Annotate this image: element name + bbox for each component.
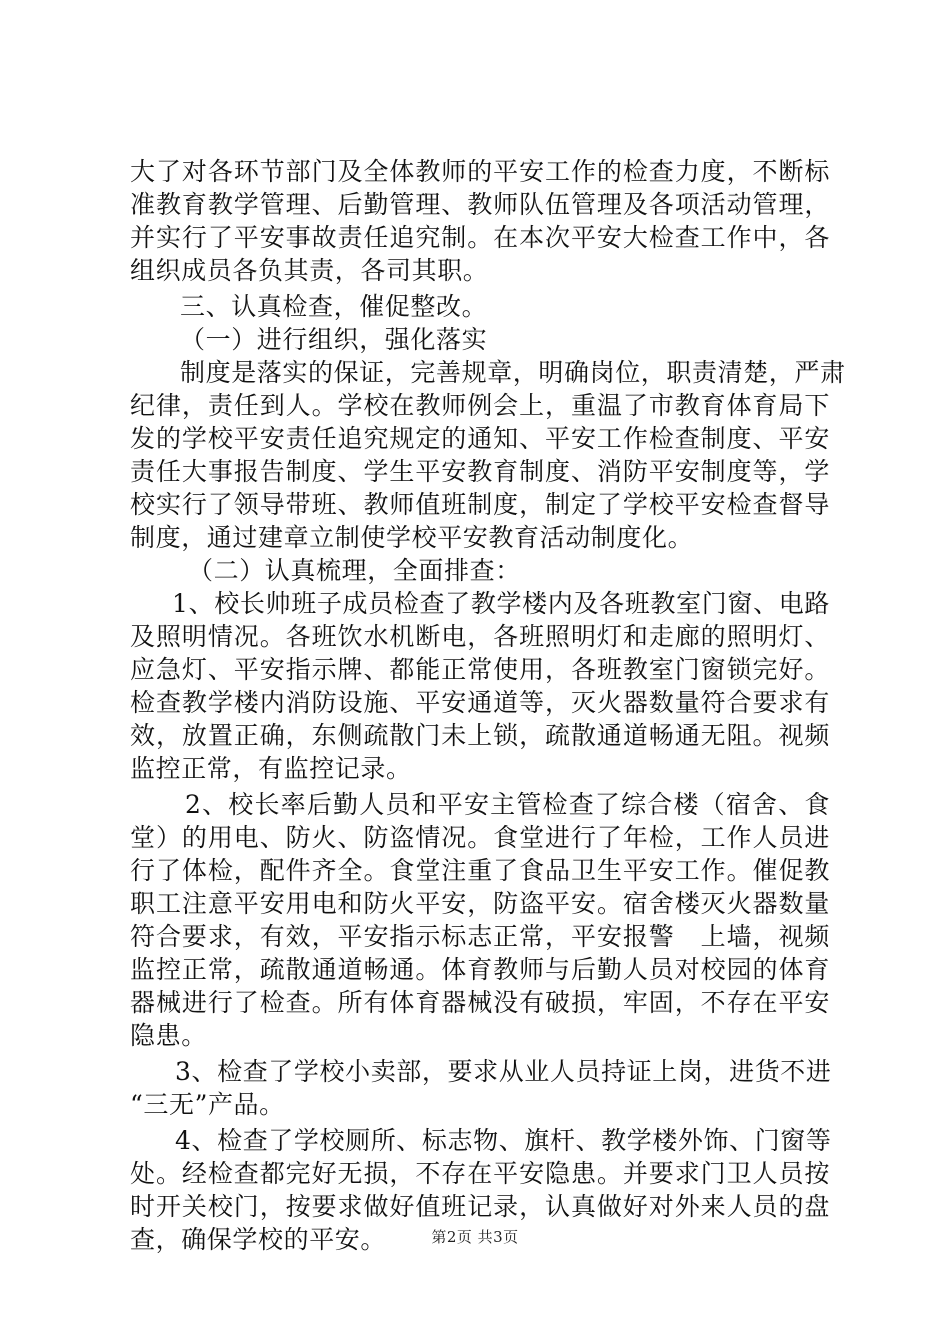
paragraph-line: 并实行了平安事故责任追究制。在本次平安大检查工作中，各: [130, 223, 830, 252]
list-item-line: 符合要求，有效，平安指示标志正常，平安报警 上墙，视频: [130, 922, 830, 951]
list-item-line: 检查教学楼内消防设施、平安通道等，灭火器数量符合要求有: [130, 688, 830, 717]
paragraph-line: 纪律，责任到人。学校在教师例会上，重温了市教育体育局下: [130, 391, 830, 420]
list-item-line: 处。经检查都完好无损，不存在平安隐患。并要求门卫人员按: [130, 1159, 830, 1188]
list-item-line: 器械进行了检查。所有体育器械没有破损，牢固，不存在平安: [130, 988, 830, 1017]
paragraph-line: 校实行了领导带班、教师值班制度，制定了学校平安检查督导: [130, 490, 830, 519]
list-item-line: 及照明情况。各班饮水机断电，各班照明灯和走廊的照明灯、: [130, 622, 830, 651]
paragraph-line: 大了对各环节部门及全体教师的平安工作的检查力度，不断标: [130, 157, 830, 186]
list-item-line: 应急灯、平安指示牌、都能正常使用，各班教室门窗锁完好。: [130, 655, 830, 684]
page-footer: 第2页 共3页: [431, 1228, 519, 1246]
list-item-line: 4、检查了学校厕所、标志物、旗杆、教学楼外饰、门窗等: [175, 1126, 832, 1155]
list-item-line: 时开关校门，按要求做好值班记录，认真做好对外来人员的盘: [130, 1192, 830, 1221]
document-body: [130, 155, 846, 1256]
paragraph-line: 制度是落实的保证，完善规章，明确岗位，职责清楚，严肃: [180, 358, 846, 387]
list-item-line: 职工注意平安用电和防火平安，防盗平安。宿舍楼灭火器数量: [130, 889, 830, 918]
subsection-heading: （一）进行组织，强化落实: [180, 325, 488, 354]
list-item-line: 行了体检，配件齐全。食堂注重了食品卫生平安工作。催促教: [130, 856, 830, 885]
list-item-line: 查，确保学校的平安。: [130, 1225, 387, 1254]
list-item-line: 2、校长率后勤人员和平安主管检查了综合楼（宿舍、食: [185, 790, 830, 819]
subsection-heading: （二）认真梳理，全面排查：: [188, 556, 521, 585]
list-item-line: 监控正常，有监控记录。: [130, 754, 412, 783]
paragraph-line: 准教育教学管理、后勤管理、教师队伍管理及各项活动管理，: [130, 190, 830, 219]
list-item-line: 3、检查了学校小卖部，要求从业人员持证上岗，进货不进: [175, 1057, 832, 1086]
list-item-line: 效，放置正确，东侧疏散门未上锁，疏散通道畅通无阻。视频: [130, 721, 830, 750]
paragraph-line: 发的学校平安责任追究规定的通知、平安工作检查制度、平安: [130, 424, 830, 453]
list-item-line: 隐患。: [130, 1021, 207, 1050]
paragraph-line: 组织成员各负其责，各司其职。: [130, 256, 489, 285]
paragraph-line: 责任大事报告制度、学生平安教育制度、消防平安制度等，学: [130, 457, 830, 486]
paragraph-line: 制度，通过建章立制使学校平安教育活动制度化。: [130, 523, 694, 552]
list-item-line: 监控正常，疏散通道畅通。体育教师与后勤人员对校园的体育: [130, 955, 830, 984]
list-item-line: 1、校长帅班子成员检查了教学楼内及各班教室门窗、电路: [172, 589, 830, 618]
list-item-line: “三无”产品。: [130, 1090, 285, 1119]
list-item-line: 堂）的用电、防火、防盗情况。食堂进行了年检，工作人员进: [130, 823, 830, 852]
section-heading: 三、认真检查，催促整改。: [180, 292, 488, 321]
